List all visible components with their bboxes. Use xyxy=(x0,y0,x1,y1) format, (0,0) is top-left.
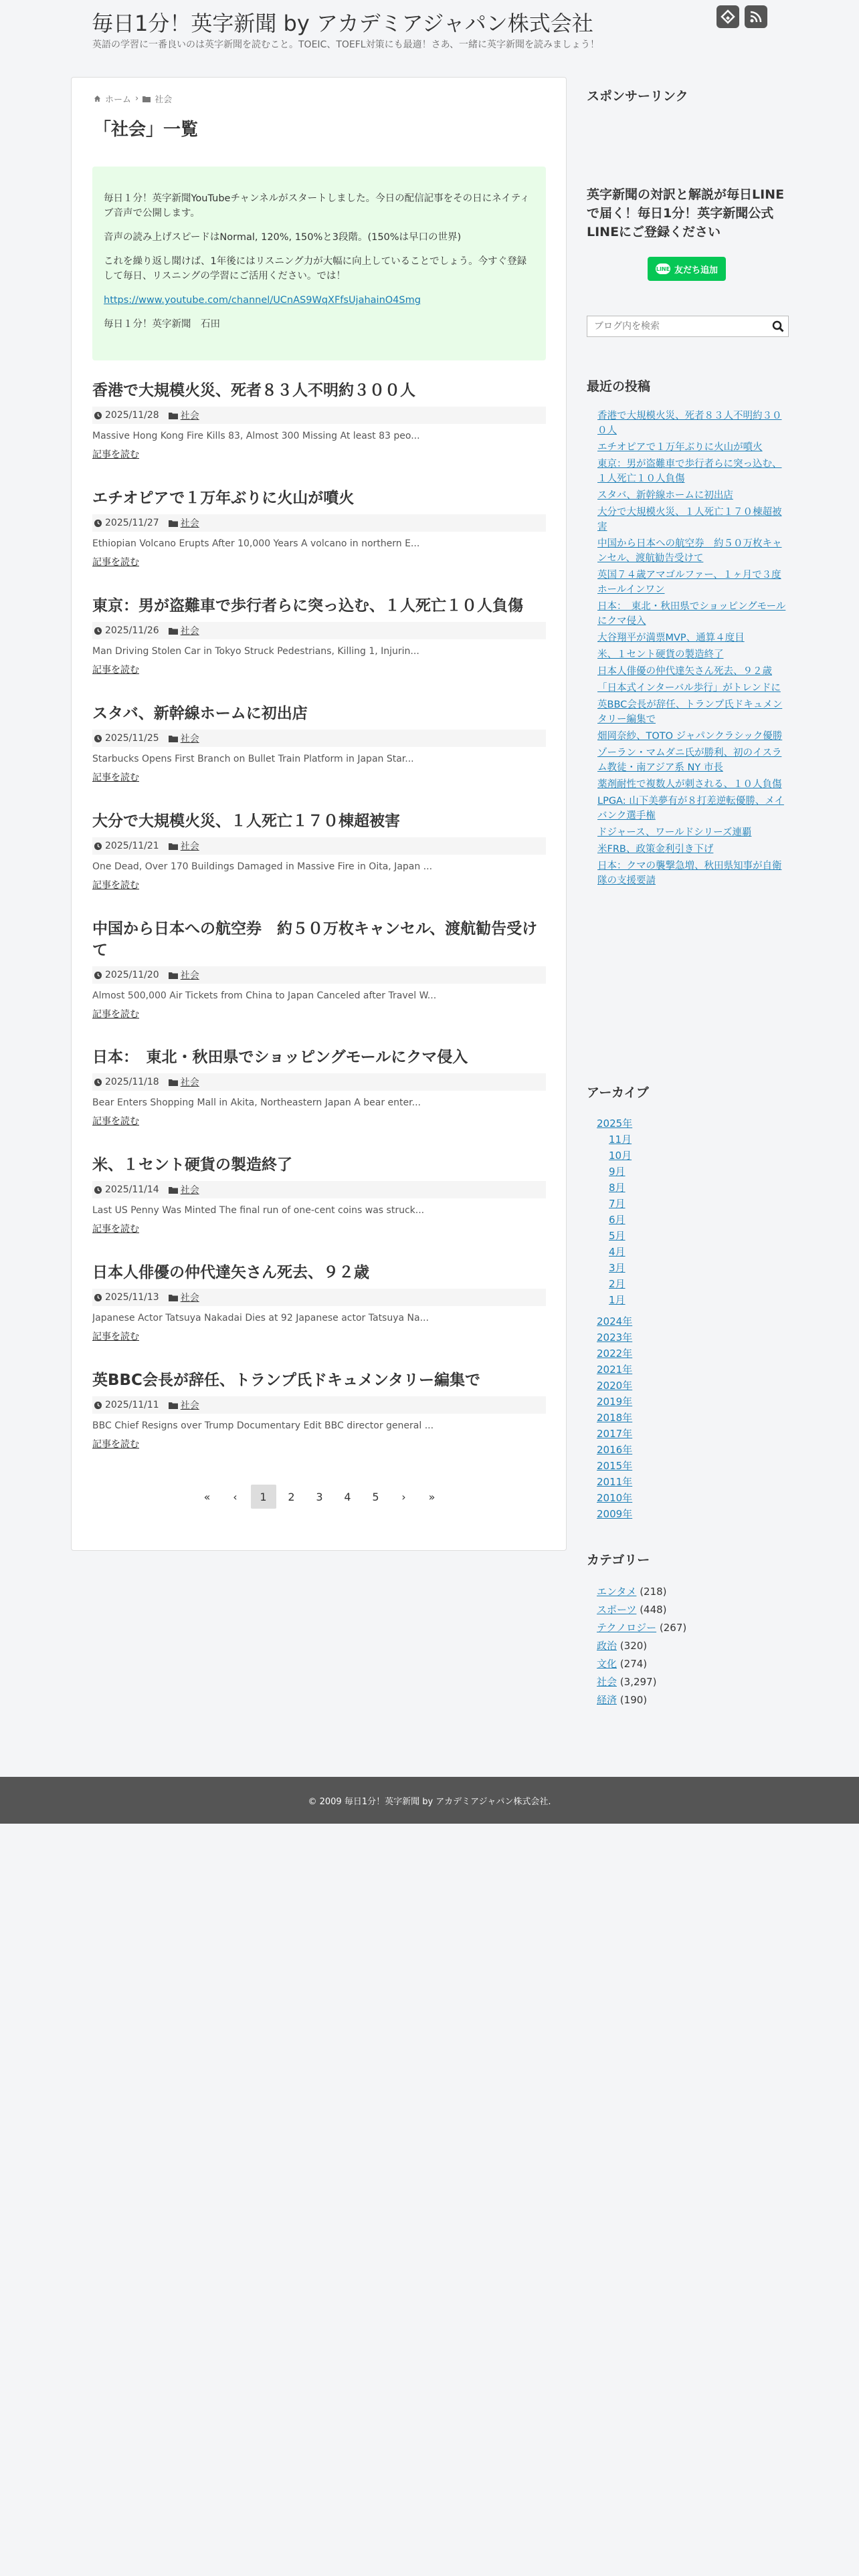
search-button[interactable] xyxy=(768,316,788,336)
notice-signature: 毎日１分！英字新聞 石田 xyxy=(104,319,220,330)
clock-icon xyxy=(94,734,102,743)
article-category xyxy=(169,732,199,745)
pagination xyxy=(72,1485,567,1509)
recent-post-link[interactable]: 英国７４歳アマゴルファー、１ヶ月で３度ホールインワン xyxy=(597,570,781,595)
article-category xyxy=(169,1291,199,1304)
category-count: (218) xyxy=(640,1586,667,1598)
line-button-label: 友だち追加 xyxy=(674,265,718,276)
category-link[interactable]: 経済 xyxy=(597,1694,617,1706)
pagination-item[interactable]: › xyxy=(401,1490,406,1503)
clock-icon xyxy=(94,1293,102,1302)
article-category-link[interactable]: 社会 xyxy=(180,626,199,637)
blog-search xyxy=(587,316,789,337)
search-icon xyxy=(772,320,784,332)
archive-months xyxy=(597,1132,784,1308)
archive-year-link[interactable]: 2017年 xyxy=(597,1428,633,1440)
folder-icon xyxy=(142,96,151,102)
article-meta xyxy=(92,1073,546,1091)
archive-month-link[interactable]: 6月 xyxy=(609,1214,626,1226)
article-excerpt: Last US Penny Was Minted The final run of one-cent coins was struck... xyxy=(92,1205,425,1216)
article-meta xyxy=(92,622,546,639)
archive-year-link[interactable]: 2010年 xyxy=(597,1492,633,1504)
category-item xyxy=(597,1691,784,1709)
archive-month-link[interactable]: 4月 xyxy=(609,1246,626,1258)
clock-icon xyxy=(94,411,102,420)
youtube-link[interactable]: https://www.youtube.com/channel/UCnAS9WqXFfsUjahainO4Smg xyxy=(104,295,421,306)
category-link[interactable]: 社会 xyxy=(597,1676,617,1688)
article-category-link[interactable]: 社会 xyxy=(180,1293,199,1303)
pagination-item[interactable]: 3 xyxy=(316,1490,323,1503)
category-count: (267) xyxy=(659,1622,687,1634)
article-category-link[interactable]: 社会 xyxy=(180,411,199,421)
archive-month-link[interactable]: 8月 xyxy=(609,1182,626,1194)
feedly-icon[interactable] xyxy=(717,5,739,28)
article-date xyxy=(94,1292,159,1303)
clock-icon xyxy=(94,842,102,851)
archive-year-link[interactable]: 2025年 xyxy=(597,1117,633,1130)
article-date-text: 2025/11/20 xyxy=(105,970,159,980)
article-meta xyxy=(92,837,546,855)
clock-icon xyxy=(94,627,102,635)
clock-icon xyxy=(94,1186,102,1194)
site-description: 英語の学習に一番良いのは英字新聞を読むこと。TOEIC、TOEFL対策にも最適！さあ、一緒に英字新聞を読みましょう！ xyxy=(92,39,600,50)
read-more-link[interactable]: 記事を読む xyxy=(92,1224,139,1235)
article-date-text: 2025/11/11 xyxy=(105,1400,159,1410)
breadcrumb-current[interactable]: 社会 xyxy=(155,95,173,105)
article-date xyxy=(94,970,159,980)
line-logo-icon: LINE xyxy=(656,263,670,274)
read-more-link[interactable]: 記事を読む xyxy=(92,1331,139,1342)
article-category xyxy=(169,516,199,530)
clock-icon xyxy=(94,519,102,528)
recent-post-link[interactable]: 日本人俳優の仲代達矢さん死去、９２歳 xyxy=(597,666,772,677)
read-more-link[interactable]: 記事を読む xyxy=(92,665,139,675)
pagination-item[interactable]: » xyxy=(428,1490,436,1503)
category-heading: カテゴリー xyxy=(587,1553,650,1568)
recent-post-link[interactable]: 香港で大規模火災、死者８３人不明約３００人 xyxy=(597,411,782,436)
article-date-text: 2025/11/18 xyxy=(105,1077,159,1087)
article-card xyxy=(92,1047,546,1128)
recent-post-link[interactable]: ゾーラン・マムダニ氏が勝利、初のイスラム教徒・南アジア系 NY 市長 xyxy=(597,748,782,773)
recent-post-link[interactable]: エチオピアで１万年ぶりに火山が噴火 xyxy=(597,442,763,453)
article-category-link[interactable]: 社会 xyxy=(180,970,199,981)
article-category-link[interactable]: 社会 xyxy=(180,518,199,529)
archive-month-link[interactable]: 9月 xyxy=(609,1166,626,1178)
pagination-item[interactable]: 4 xyxy=(344,1490,351,1503)
article-card xyxy=(92,703,546,784)
article-date xyxy=(94,1077,159,1087)
article-card xyxy=(92,1370,546,1451)
pagination-item[interactable]: 2 xyxy=(288,1490,295,1503)
category-item xyxy=(597,1619,784,1637)
recent-post-link[interactable]: 日本：クマの襲撃急増、秋田県知事が自衛隊の支援要請 xyxy=(597,861,782,886)
article-meta xyxy=(92,966,546,984)
article-title[interactable]: 英BBC会長が辞任、トランプ氏ドキュメンタリー編集で xyxy=(92,1372,481,1389)
article-category xyxy=(169,624,199,637)
archive-month-link[interactable]: 2月 xyxy=(609,1278,626,1290)
article-date xyxy=(94,518,159,528)
category-item xyxy=(597,1601,784,1619)
pagination-item[interactable]: 5 xyxy=(372,1490,379,1503)
clock-icon xyxy=(94,1078,102,1087)
article-date-text: 2025/11/14 xyxy=(105,1184,159,1195)
article-title[interactable]: 中国から日本への航空券 約５０万枚キャンセル、渡航勧告受けて xyxy=(92,920,538,959)
article-date-text: 2025/11/27 xyxy=(105,518,159,528)
page-title: 「社会」一覧 xyxy=(94,120,199,140)
recent-post-link[interactable]: ドジャース、ワールドシリーズ連覇 xyxy=(597,827,752,838)
folder-icon xyxy=(169,1186,178,1194)
recent-post-link[interactable]: 日本： 東北・秋田県でショッピングモールにクマ侵入 xyxy=(597,601,786,627)
home-icon xyxy=(94,95,101,102)
article-excerpt: Bear Enters Shopping Mall in Akita, Northeastern Japan A bear enter... xyxy=(92,1097,421,1108)
article-title[interactable]: 米、１セント硬貨の製造終了 xyxy=(92,1156,292,1174)
category-link[interactable]: 政治 xyxy=(597,1640,617,1652)
article-title[interactable]: 日本人俳優の仲代達矢さん死去、９２歳 xyxy=(92,1264,369,1281)
site-footer xyxy=(0,1777,859,1824)
category-item xyxy=(597,1637,784,1655)
line-heading: 英字新聞の対訳と解説が毎日LINEで届く！毎日1分！英字新聞公式LINEにご登録ください xyxy=(587,187,785,239)
copyright: © 2009 毎日1分！英字新聞 by アカデミアジャパン株式会社. xyxy=(308,1796,551,1807)
archive-year-link[interactable]: 2015年 xyxy=(597,1460,633,1472)
article-category xyxy=(169,1398,199,1412)
archive-heading: アーカイブ xyxy=(587,1085,649,1100)
category-item xyxy=(597,1655,784,1673)
article-card xyxy=(92,811,546,891)
read-more-link[interactable]: 記事を読む xyxy=(92,880,139,891)
article-title[interactable]: エチオピアで１万年ぶりに火山が噴火 xyxy=(92,490,355,507)
read-more-link[interactable]: 記事を読む xyxy=(92,1116,139,1127)
article-excerpt: Starbucks Opens First Branch on Bullet Train Platform in Japan Star... xyxy=(92,754,414,764)
article-meta xyxy=(92,1289,546,1306)
article-card xyxy=(92,1154,546,1235)
article-excerpt: One Dead, Over 170 Buildings Damaged in Massive Fire in Oita, Japan ... xyxy=(92,861,433,872)
folder-icon xyxy=(169,520,178,527)
article-excerpt: BBC Chief Resigns over Trump Documentary Edit BBC director general ... xyxy=(92,1420,434,1431)
article-category-link[interactable]: 社会 xyxy=(180,841,199,852)
article-title[interactable]: 日本： 東北・秋田県でショッピングモールにクマ侵入 xyxy=(92,1049,468,1066)
article-excerpt: Man Driving Stolen Car in Tokyo Struck Pedestrians, Killing 1, Injurin... xyxy=(92,646,419,657)
archive-year-link[interactable]: 2021年 xyxy=(597,1364,633,1376)
article-date xyxy=(94,410,159,421)
category-item xyxy=(597,1673,784,1691)
archive-year-link[interactable]: 2020年 xyxy=(597,1380,633,1392)
recent-post-link[interactable]: 「日本式インターバル歩行」がトレンドに xyxy=(597,683,781,693)
category-count: (190) xyxy=(619,1694,648,1706)
category-link[interactable]: 文化 xyxy=(597,1658,617,1670)
archive-year-link[interactable]: 2023年 xyxy=(597,1331,633,1344)
recent-post-link[interactable]: LPGA: 山下美夢有が８打差逆転優勝、メイバンク選手権 xyxy=(597,796,784,821)
archive-month-link[interactable]: 10月 xyxy=(609,1150,632,1162)
archive-year-link[interactable]: 2016年 xyxy=(597,1444,633,1456)
article-title[interactable]: スタバ、新幹線ホームに初出店 xyxy=(92,705,308,722)
article-meta xyxy=(92,730,546,747)
article-title[interactable]: 東京：男が盗難車で歩行者らに突っ込む、１人死亡１０人負傷 xyxy=(92,597,523,615)
breadcrumb xyxy=(94,92,172,105)
folder-icon xyxy=(169,1402,178,1409)
read-more-link[interactable]: 記事を読む xyxy=(92,772,139,783)
folder-icon xyxy=(169,1294,178,1301)
article-category xyxy=(169,1183,199,1196)
article-card xyxy=(92,918,546,1021)
article-date xyxy=(94,841,159,851)
article-date xyxy=(94,733,159,744)
article-date xyxy=(94,625,159,636)
recent-post-link[interactable]: 大谷翔平が満票MVP、通算４度目 xyxy=(597,633,745,643)
recent-post-link[interactable]: 中国から日本への航空券 約５０万枚キャンセル、渡航勧告受けて xyxy=(597,538,782,564)
folder-icon xyxy=(169,412,178,419)
header-icons xyxy=(717,5,767,28)
read-more-link[interactable]: 記事を読む xyxy=(92,557,139,568)
archive-month-link[interactable]: 3月 xyxy=(609,1262,626,1274)
read-more-link[interactable]: 記事を読む xyxy=(92,449,139,460)
article-date xyxy=(94,1184,159,1195)
notice-text-3: これを繰り返し聞けば、1年後にはリスニング力が大幅に向上していることでしょう。今すぐ登録して毎日、リスニングの学習にご活用ください。では！ xyxy=(104,256,527,282)
clock-icon xyxy=(94,971,102,980)
main-content xyxy=(71,77,567,1551)
article-excerpt: Ethiopian Volcano Erupts After 10,000 Years A volcano in northern E... xyxy=(92,538,420,549)
article-excerpt: Massive Hong Kong Fire Kills 83, Almost 300 Missing At least 83 peo... xyxy=(92,431,420,441)
recent-post-link[interactable]: 畑岡奈紗、TOTO ジャパンクラシック優勝 xyxy=(597,731,783,742)
article-date xyxy=(94,1400,159,1410)
archive-year-link[interactable]: 2022年 xyxy=(597,1348,633,1360)
sponsor-heading: スポンサーリンク xyxy=(587,89,688,104)
read-more-link[interactable]: 記事を読む xyxy=(92,1439,139,1450)
folder-icon xyxy=(169,1079,178,1086)
category-link[interactable]: エンタメ xyxy=(597,1586,637,1598)
article-date-text: 2025/11/26 xyxy=(105,625,159,636)
article-meta xyxy=(92,514,546,532)
article-card xyxy=(92,488,546,568)
folder-icon xyxy=(169,735,178,742)
archive-month-link[interactable]: 5月 xyxy=(609,1230,626,1242)
article-category-link[interactable]: 社会 xyxy=(180,1077,199,1088)
folder-icon xyxy=(169,627,178,635)
article-excerpt: Almost 500,000 Air Tickets from China to Japan Canceled after Travel W... xyxy=(92,990,437,1001)
article-meta xyxy=(92,1181,546,1198)
article-meta xyxy=(92,407,546,424)
archive-month-link[interactable]: 11月 xyxy=(609,1134,632,1146)
pagination-item[interactable]: ‹ xyxy=(233,1490,237,1503)
recent-post-link[interactable]: 東京：男が盗難車で歩行者らに突っ込む、１人死亡１０人負傷 xyxy=(597,459,782,484)
archive-list xyxy=(597,1115,784,1522)
pagination-item[interactable]: 1 xyxy=(251,1485,276,1509)
archive-month-link[interactable]: 7月 xyxy=(609,1198,626,1210)
recent-post-link[interactable]: 薬剤耐性で複数人が刺される、１０人負傷 xyxy=(597,779,782,790)
rss-icon[interactable] xyxy=(745,5,767,28)
archive-year-link[interactable]: 2009年 xyxy=(597,1508,633,1520)
line-add-friend-button[interactable] xyxy=(648,257,726,281)
article-category xyxy=(169,839,199,853)
recent-post-link[interactable]: 英BBC会長が辞任、トランプ氏ドキュメンタリー編集で xyxy=(597,700,783,725)
article-date-text: 2025/11/28 xyxy=(105,410,159,421)
article-category-link[interactable]: 社会 xyxy=(180,734,199,744)
category-count: (320) xyxy=(619,1640,648,1652)
article-card xyxy=(92,1262,546,1343)
article-category-link[interactable]: 社会 xyxy=(180,1400,199,1411)
search-input[interactable] xyxy=(587,316,768,336)
recent-post-link[interactable]: 米FRB、政策金利引き下げ xyxy=(597,844,714,855)
article-date-text: 2025/11/13 xyxy=(105,1292,159,1303)
pagination-item[interactable]: « xyxy=(203,1490,211,1503)
category-list xyxy=(597,1583,784,1709)
article-date-text: 2025/11/25 xyxy=(105,733,159,744)
article-card xyxy=(92,595,546,676)
site-title[interactable]: 毎日1分！英字新聞 by アカデミアジャパン株式会社 xyxy=(92,11,593,36)
archive-year-link[interactable]: 2024年 xyxy=(597,1315,633,1327)
article-card xyxy=(92,380,546,461)
category-item xyxy=(597,1583,784,1601)
article-excerpt: Japanese Actor Tatsuya Nakadai Dies at 92 Japanese actor Tatsuya Na... xyxy=(92,1313,429,1323)
article-title[interactable]: 大分で大規模火災、１人死亡１７０棟超被害 xyxy=(92,813,400,830)
recent-post-link[interactable]: スタバ、新幹線ホームに初出店 xyxy=(597,490,733,501)
breadcrumb-home[interactable]: ホーム xyxy=(105,95,132,105)
recent-posts-list xyxy=(597,409,789,890)
youtube-notice xyxy=(92,167,546,360)
category-count: (448) xyxy=(640,1604,667,1616)
read-more-link[interactable]: 記事を読む xyxy=(92,1009,139,1020)
folder-icon xyxy=(169,972,178,979)
article-title[interactable]: 香港で大規模火災、死者８３人不明約３００人 xyxy=(92,382,415,399)
category-link[interactable]: テクノロジー xyxy=(597,1622,657,1634)
notice-text-2: 音声の読み上げスピードはNormal, 120%, 150%と3段階。(150%は早口の世界) xyxy=(104,232,462,243)
archive-year-link[interactable]: 2018年 xyxy=(597,1412,633,1424)
recent-post-link[interactable]: 大分で大規模火災、１人死亡１７０棟超被害 xyxy=(597,507,782,532)
category-count: (274) xyxy=(619,1658,648,1670)
article-category xyxy=(169,1075,199,1089)
article-category xyxy=(169,968,199,982)
recent-post-link[interactable]: 米、１セント硬貨の製造終了 xyxy=(597,649,724,660)
site-header xyxy=(0,0,859,77)
category-count: (3,297) xyxy=(619,1676,657,1688)
recent-posts-heading: 最近の投稿 xyxy=(587,379,651,394)
folder-icon xyxy=(169,843,178,850)
archive-year-link[interactable]: 2019年 xyxy=(597,1396,633,1408)
article-date-text: 2025/11/21 xyxy=(105,841,159,851)
clock-icon xyxy=(94,1401,102,1410)
breadcrumb-separator: › xyxy=(135,94,139,104)
article-meta xyxy=(92,1396,546,1414)
category-link[interactable]: スポーツ xyxy=(597,1604,637,1616)
article-category xyxy=(169,409,199,422)
archive-month-link[interactable]: 1月 xyxy=(609,1294,626,1306)
notice-text-1: 毎日１分！英字新聞YouTubeチャンネルがスタートしました。今日の配信記事をその日にネイティブ音声で公開します。 xyxy=(104,193,530,219)
article-category-link[interactable]: 社会 xyxy=(180,1185,199,1196)
archive-year-link[interactable]: 2011年 xyxy=(597,1476,633,1488)
